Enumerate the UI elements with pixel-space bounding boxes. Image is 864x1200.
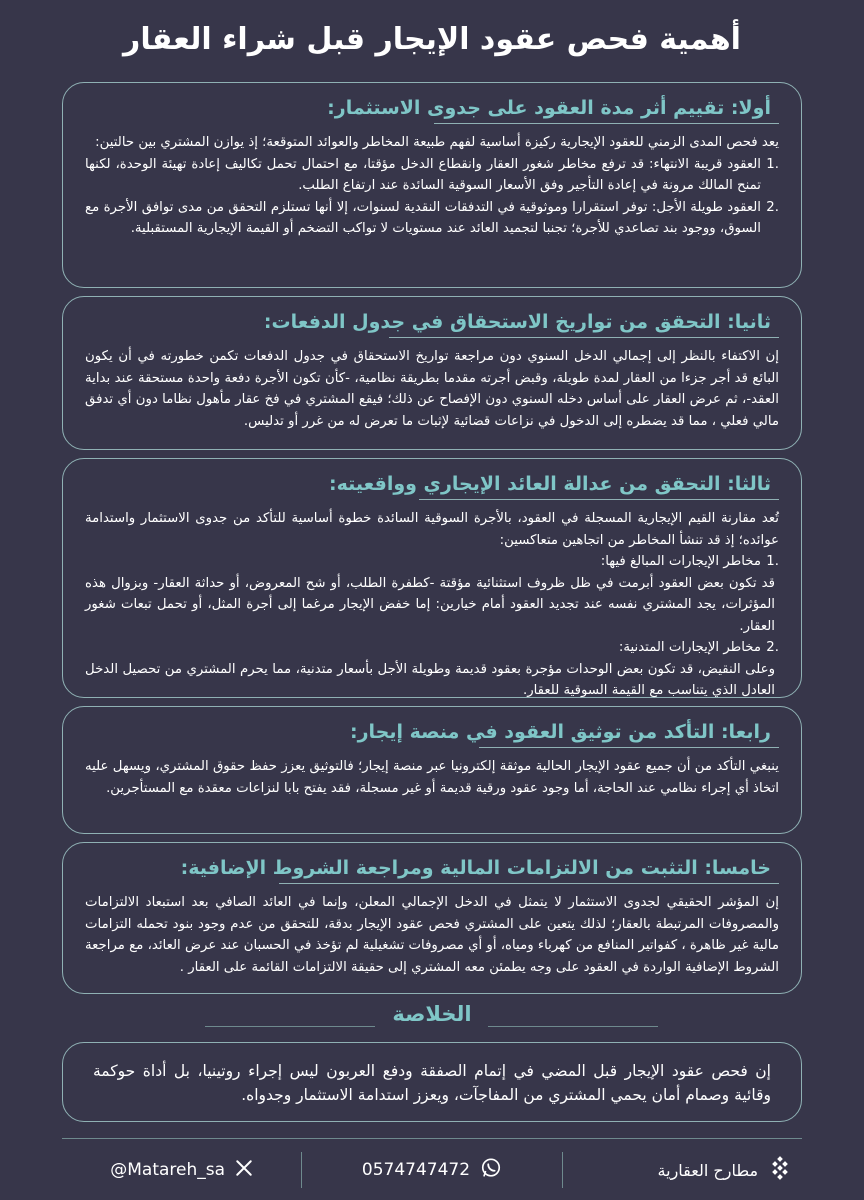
matareh-logo-icon [768, 1156, 792, 1185]
section-intro: إن المؤشر الحقيقي لجدوى الاستثمار لا يتمثل في الدخل الإجمالي المعلن، وإنما في العائد الصافي بعد استبعاد الالتزامات والمصروفات المرتبطة بالعقار؛ لذلك يتعين على المشتري فحص عقود الإيجار بدقة، للتحقق من عدم وجود بنود تحمله التزامات مالية غير ظاهرة ، كفواتير المنافع من كهرباء ومياه، أو أي مصروفات تشغيلية لم تؤخذ في الحسبان عند عرض العائد، مع مراجعة الشروط الإضافية الواردة في العقود على وجه يطمئن معه المشتري إلى حقيقة الالتزامات القائمة على العقار . [85, 895, 779, 975]
section-heading: رابعا: التأكد من توثيق العقود في منصة إيجار: [350, 721, 771, 743]
heading-divider [389, 337, 779, 338]
summary-heading: الخلاصة [392, 1002, 472, 1026]
section-card-1 [62, 82, 802, 288]
list-item [85, 197, 779, 240]
x-logo-icon [235, 1159, 253, 1182]
list-item-detail: وعلى النقيض، قد تكون بعض الوحدات مؤجرة بعقود قديمة وطويلة الأجل بأسعار متدنية، مما يحرم المشتري من تحصيل الدخل العادل الذي يتناسب مع القيمة السوقية للعقار. [85, 661, 775, 698]
footer [62, 1148, 802, 1192]
section-card-5 [62, 842, 802, 994]
section-card-4 [62, 706, 802, 834]
list-item-text: مخاطر الإيجارات المبالغ فيها: [600, 554, 761, 569]
summary-divider-right [488, 1026, 658, 1027]
section-heading: ثانيا: التحقق من تواريخ الاستحقاق في جدول الدفعات: [263, 311, 771, 333]
section-heading: أولا: تقييم أثر مدة العقود على جدوى الاستثمار: [327, 97, 771, 119]
list-number: .1 [766, 554, 779, 569]
summary-box: إن فحص عقود الإيجار قبل المضي في إتمام الصفقة ودفع العربون ليس إجراء روتينيا، بل أداة حوكمة وقائية وصمام أمان يحمي المشتري من المفاجآت، ويعزز استدامة الاستثمار وجدواه. [62, 1042, 802, 1122]
list-item-text: العقود قريبة الانتهاء: قد ترفع مخاطر شغور العقار وانقطاع الدخل مؤقتا، مع احتمال تحمل تكاليف إعادة تهيئة الوحدة، لكنها تمنح المالك مرونة في إعادة التأجير وفق الأسعار السوقية السائدة عند ارتفاع الطلب. [85, 156, 761, 193]
phone-text: 0574747472 [361, 1160, 471, 1180]
page-title: أهمية فحص عقود الإيجار قبل شراء العقار [123, 22, 741, 57]
whatsapp-icon [480, 1157, 502, 1184]
list-item-detail: قد تكون بعض العقود أبرمت في ظل ظروف استثنائية مؤقتة -كطفرة الطلب، أو شح المعروض، أو حداثة العقار- وبزوال هذه المؤثرات، يجد المشتري نفسه عند تجديد العقود أمام خيارين: إما خفض الإيجار مرغما إلى أجرة المثل، أو تحمل تبعات شغور العقار. [85, 575, 775, 634]
section-card-2 [62, 296, 802, 450]
footer-divider [62, 1138, 802, 1139]
heading-divider [279, 883, 779, 884]
list-item [85, 551, 779, 573]
list-item-text: العقود طويلة الأجل: توفر استقرارا وموثوقية في التدفقات النقدية لسنوات، إلا أنها تستلزم التحقق من مدى توافق الأجرة مع السوق، ووجود بند تصاعدي للأجرة؛ تجنبا لتجميد العائد عند مستويات لا تواكب التضخم أو القيمة الإيجارية المستقبلية. [85, 199, 761, 236]
section-card-3 [62, 458, 802, 698]
heading-divider [419, 499, 779, 500]
heading-divider [434, 123, 779, 124]
phone-contact[interactable] [302, 1157, 561, 1184]
section-intro: إن الاكتفاء بالنظر إلى إجمالي الدخل السنوي دون مراجعة تواريخ الاستحقاق في جدول الدفعات تكمن خطورته في أن يكون البائع قد أجر جزءا من العقار لمدة طويلة، وقبض أجرته مقدما بطريقة نظامية، -كأن تكون الأجرة دفعة واحدة مستحقة عند بداية العقد-، ثم عرض العقار على أساس دخله السنوي دون الإفصاح عن ذلك؛ فيقع المشتري في فخ عقار مأهول نظاما دون أي تدفق مالي فعلي ، مما قد يضطره إلى الدخول في نزاعات قضائية لإثبات ما تعرض له من غرر أو تدليس. [85, 349, 779, 429]
section-intro: يعد فحص المدى الزمني للعقود الإيجارية ركيزة أساسية لفهم طبيعة المخاطر والعوائد المتوقعة؛ إذ يوازن المشتري بين حالتين: [95, 135, 779, 150]
section-intro: تُعد مقارنة القيم الإيجارية المسجلة في العقود، بالأجرة السوقية السائدة خطوة أساسية للتأكد من جدوى الاستثمار واستدامة عوائده؛ إذ قد تنشأ المخاطر من اتجاهين متعاكسين: [85, 511, 779, 548]
section-intro: ينبغي التأكد من أن جميع عقود الإيجار الحالية موثقة إلكترونيا عبر منصة إيجار؛ فالتوثيق يعزز حفظ حقوق المشتري، ويسهل عليه اتخاذ أي إجراء نظامي عند الحاجة، أما وجود عقود ورقية قديمة أو غير مسجلة، فقد يفتح بابا لنزاعات معقدة مع المستأجرين. [85, 759, 779, 796]
heading-divider [479, 747, 779, 748]
list-number: .1 [766, 156, 779, 172]
handle-text: @Matareh_sa [110, 1160, 226, 1180]
list-item [85, 154, 779, 197]
list-item [85, 637, 779, 659]
list-number: .2 [766, 640, 779, 655]
summary-divider-left [205, 1026, 375, 1027]
list-number: .2 [766, 199, 779, 215]
brand [563, 1156, 802, 1185]
section-heading: ثالثا: التحقق من عدالة العائد الإيجاري وواقعيته: [329, 473, 771, 495]
brand-name: مطارح العقارية [657, 1160, 759, 1180]
list-item-text: مخاطر الإيجارات المتدنية: [618, 640, 761, 655]
section-heading: خامسا: التثبت من الالتزامات المالية ومراجعة الشروط الإضافية: [180, 857, 771, 879]
social-handle[interactable] [62, 1159, 301, 1182]
